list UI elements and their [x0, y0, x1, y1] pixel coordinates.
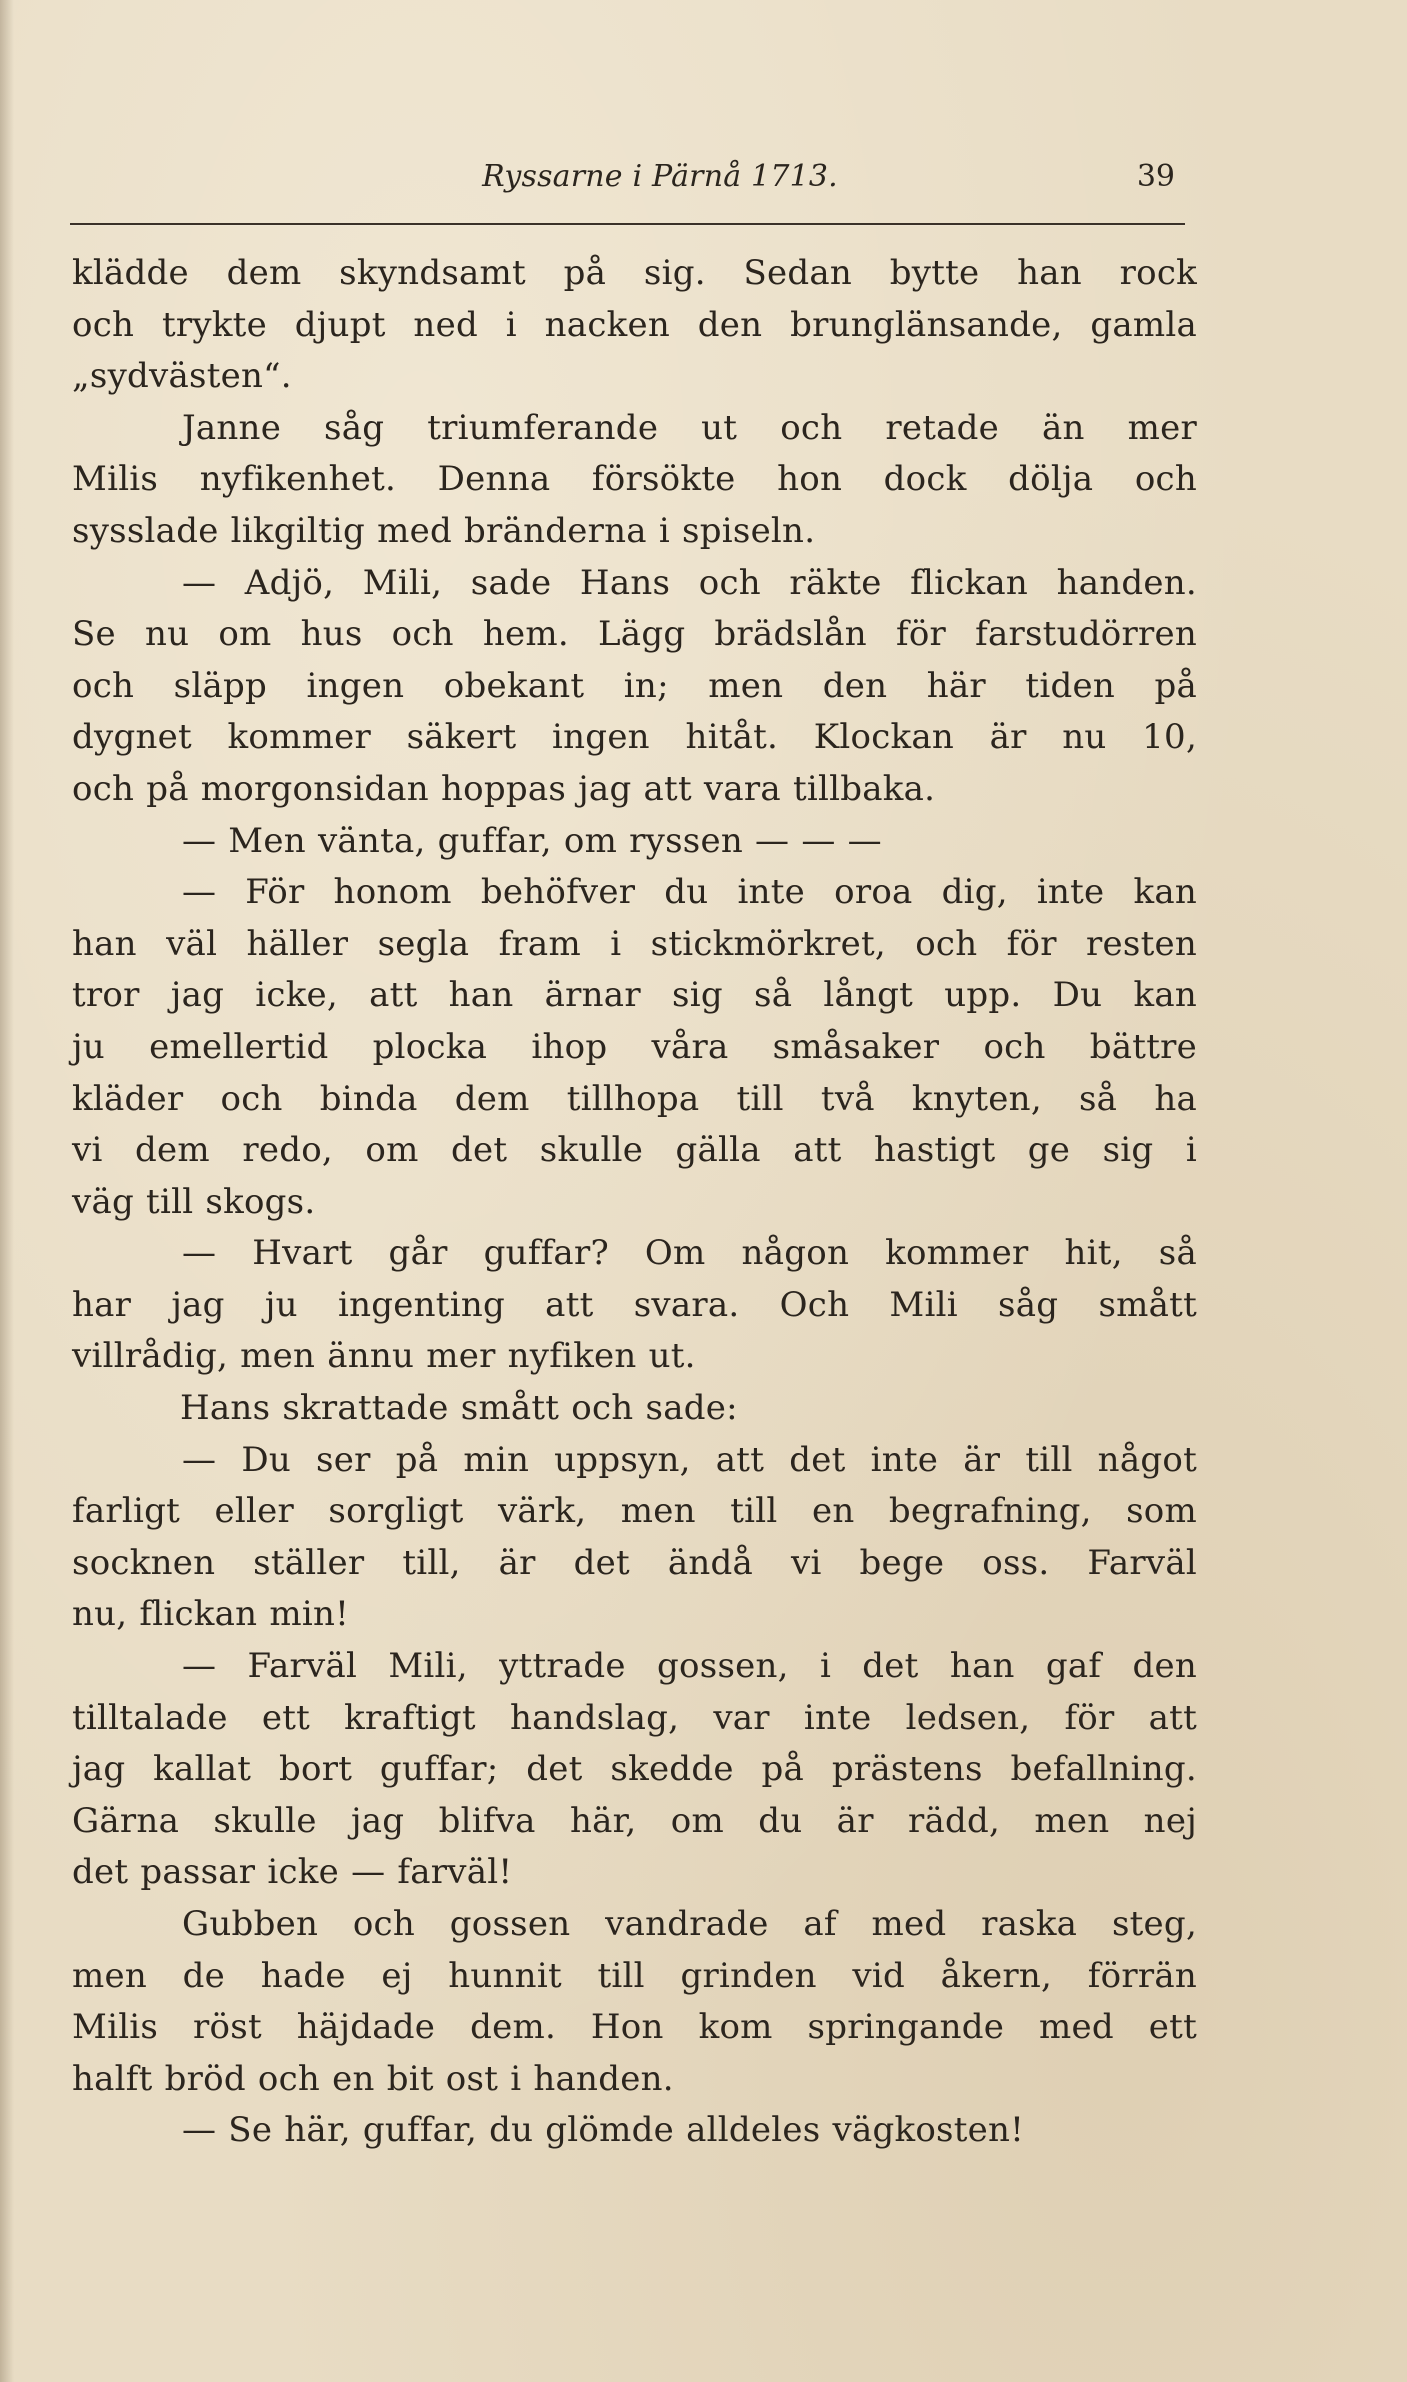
text-line: Janne såg triumferande ut och retade än mer — [182, 407, 1197, 448]
text-line: nu, flickan min! — [72, 1594, 350, 1635]
text-line: sysslade likgiltig med bränderna i spiseln. — [72, 510, 816, 551]
text-line: tror jag icke, att han ärnar sig så långt upp. Du kan — [72, 975, 1197, 1016]
text-line: och trykte djupt ned i nacken den brunglänsande, gamla — [72, 304, 1197, 345]
text-line: „sydvästen“. — [72, 356, 292, 397]
text-line: kläder och binda dem tillhopa till två knyten, så ha — [72, 1078, 1197, 1119]
page-binding-shadow — [0, 0, 14, 2382]
text-line: och på morgonsidan hoppas jag att vara tillbaka. — [72, 768, 936, 809]
header-rule — [70, 223, 1185, 225]
text-line: socknen ställer till, är det ändå vi bege oss. Farväl — [72, 1542, 1197, 1583]
text-line: jag kallat bort guffar; det skedde på prästens befallning. — [72, 1749, 1197, 1790]
text-line: dygnet kommer säkert ingen hitåt. Klockan är nu 10, — [72, 717, 1197, 758]
text-line: väg till skogs. — [72, 1181, 316, 1222]
text-line: — Farväl Mili, yttrade gossen, i det han gaf den — [182, 1646, 1197, 1687]
text-line: — Se här, guffar, du glömde alldeles vägkosten! — [182, 2110, 1025, 2151]
text-line: men de hade ej hunnit till grinden vid åkern, förrän — [72, 1955, 1197, 1996]
text-line: klädde dem skyndsamt på sig. Sedan bytte han rock — [72, 253, 1197, 293]
text-line: Hans skrattade smått och sade: — [180, 1388, 738, 1429]
text-line: farligt eller sorgligt värk, men till en begrafning, som — [72, 1491, 1197, 1532]
text-line: Milis nyfikenhet. Denna försökte hon dock dölja och — [72, 459, 1197, 500]
text-line: villrådig, men ännu mer nyfiken ut. — [72, 1336, 696, 1377]
text-line: och släpp ingen obekant in; men den här tiden på — [72, 665, 1197, 706]
running-title: Ryssarne i Pärnå 1713. — [482, 159, 838, 194]
text-line: det passar icke — farväl! — [72, 1852, 513, 1893]
body-text — [72, 248, 1197, 2157]
text-line: — Adjö, Mili, sade Hans och räkte flickan handen. — [182, 562, 1197, 603]
text-line: Se nu om hus och hem. Lägg brädslån för farstudörren — [72, 614, 1197, 655]
text-line: halft bröd och en bit ost i handen. — [72, 2058, 674, 2099]
text-line: tilltalade ett kraftigt handslag, var inte ledsen, för att — [72, 1697, 1197, 1738]
text-line: — Hvart går guffar? Om någon kommer hit, så — [182, 1233, 1197, 1274]
text-line: ju emellertid plocka ihop våra småsaker och bättre — [72, 1026, 1197, 1067]
page-number: 39 — [1136, 159, 1175, 194]
text-line: han väl häller segla fram i stickmörkret, och för resten — [72, 923, 1197, 964]
text-line: Gubben och gossen vandrade af med raska steg, — [182, 1904, 1197, 1944]
text-line: — Men vänta, guffar, om ryssen — — — — [182, 820, 882, 861]
text-line: — För honom behöfver du inte oroa dig, inte kan — [182, 872, 1197, 913]
text-line: vi dem redo, om det skulle gälla att hastigt ge sig i — [72, 1130, 1197, 1171]
text-line: — Du ser på min uppsyn, att det inte är till något — [182, 1439, 1197, 1480]
text-line: Gärna skulle jag blifva här, om du är rädd, men nej — [72, 1800, 1197, 1841]
running-header — [70, 150, 1185, 200]
text-line: har jag ju ingenting att svara. Och Mili såg smått — [72, 1284, 1197, 1325]
text-line: Milis röst häjdade dem. Hon kom springande med ett — [72, 2007, 1197, 2048]
